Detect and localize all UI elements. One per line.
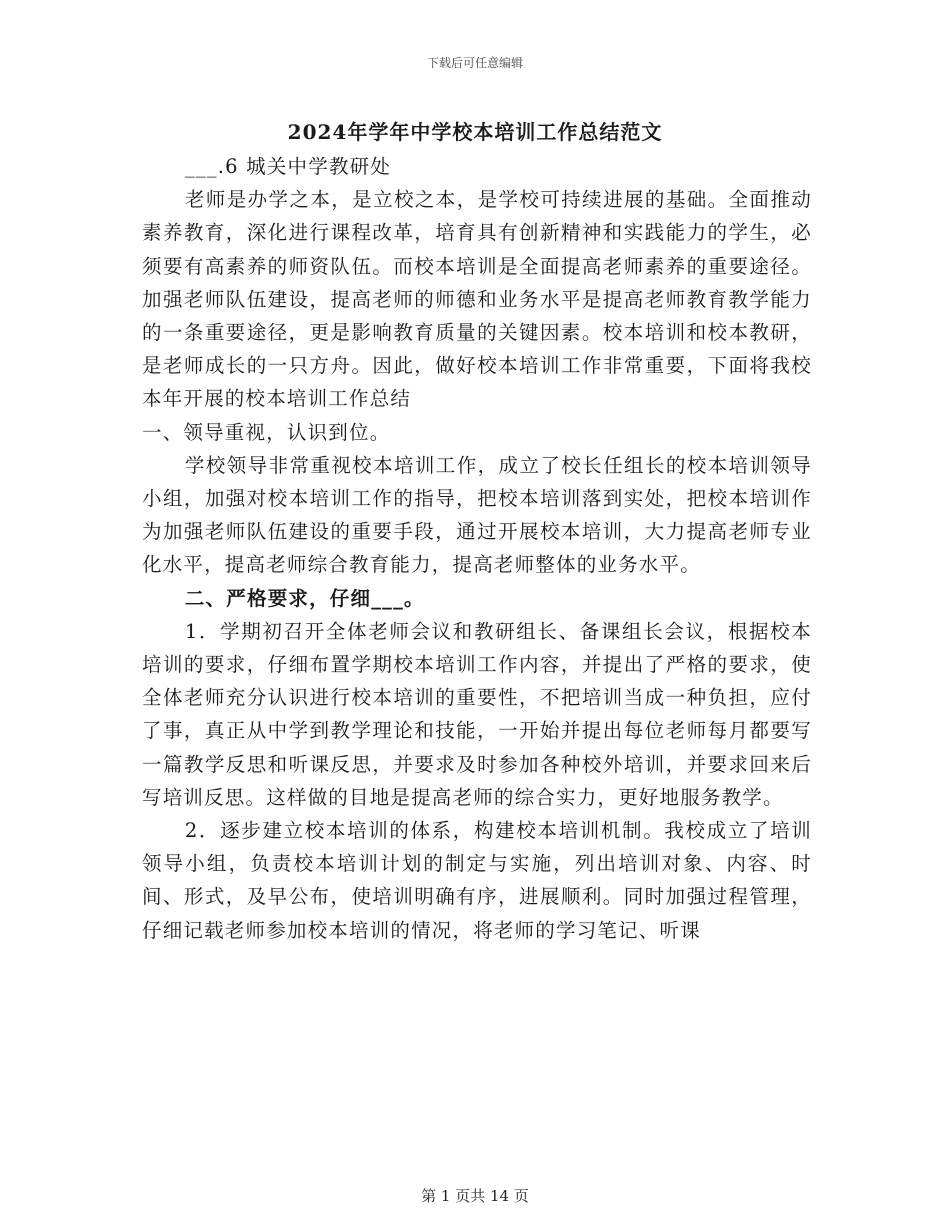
byline: ___.6 城关中学教研处 — [184, 155, 392, 178]
section-2-item-2: 2．逐步建立校本培训的体系，构建校本培训机制。我校成立了培训领导小组，负责校本培训计划的制定与实施，列出培训对象、内容、时间、形式，及早公布，使培训明确有序，进展顺利。同时加强过程管理，仔细记载老师参加校本培训的情况，将老师的学习笔记、听课 — [142, 819, 812, 942]
section-1-paragraph: 学校领导非常重视校本培训工作，成立了校长任组长的校本培训领导小组，加强对校本培训工作的指导，把校本培训落到实处，把校本培训作为加强老师队伍建设的重要手段，通过开展校本培训，大力提高老师专业化水平，提高老师综合教育能力，提高老师整体的业务水平。 — [142, 453, 812, 577]
section-1-heading: 一、领导重视，认识到位。 — [142, 420, 391, 444]
intro-paragraph: 老师是办学之本，是立校之本，是学校可持续进展的基础。全面推动素养教育，深化进行课程改革，培育具有创新精神和实践能力的学生，必须要有高素养的师资队伍。而校本培训是全面提高老师素养的重要途径。加强老师队伍建设，提高老师的师德和业务水平是提高老师教育教学能力的一条重要途径，更是影响教育质量的关键因素。校本培训和校本教研，是老师成长的一只方舟。因此，做好校本培训工作非常重要，下面将我校本年开展的校本培训工作总结 — [142, 188, 812, 411]
page-header-note: 下载后可任意编辑 — [426, 56, 523, 70]
page-footer: 第 1 页共 14 页 — [421, 1187, 529, 1205]
document-body — [142, 150, 812, 947]
section-2-heading: 二、严格要求，仔细___。 — [184, 586, 425, 610]
document-title: 2024年学年中学校本培训工作总结范文 — [287, 120, 663, 144]
section-2-item-1: 1．学期初召开全体老师会议和教研组长、备课组长会议，根据校本培训的要求，仔细布置学期校本培训工作内容，并提出了严格的要求，使全体老师充分认识进行校本培训的重要性，不把培训当成一种负担，应付了事，真正从中学到教学理论和技能，一开始并提出每位老师每月都要写一篇教学反思和听课反思，并要求及时参加各种校外培训，并要求回来后写培训反思。这样做的目地是提高老师的综合实力，更好地服务教学。 — [142, 619, 812, 809]
